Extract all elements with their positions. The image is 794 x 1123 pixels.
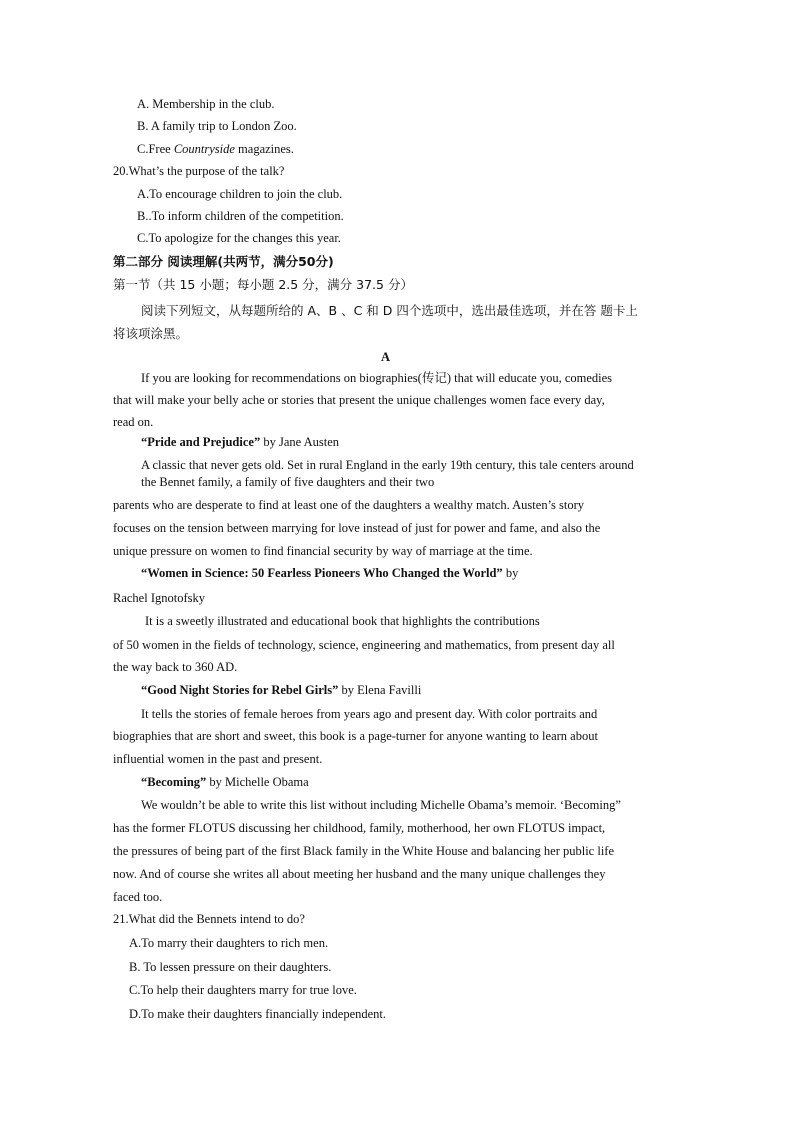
q21-option-a: A.To marry their daughters to rich men. (129, 936, 329, 950)
book3-line-1: It tells the stories of female heroes from years ago and present day. With color portraits and (141, 707, 598, 721)
q21-option-b: B. To lessen pressure on their daughters. (129, 960, 332, 974)
book4-line-1: We wouldn’t be able to write this list without including Michelle Obama’s memoir. ‘Becoming” (141, 798, 621, 812)
book4-line-2: has the former FLOTUS discussing her childhood, family, motherhood, her own FLOTUS impact, (113, 821, 606, 835)
book2-line-2: of 50 women in the fields of technology, science, engineering and mathematics, from present day all (113, 638, 615, 652)
intro-line-2: that will make your belly ache or stories that present the unique challenges women face every day, (113, 393, 605, 407)
q20-option-b: B..To inform children of the competition. (137, 209, 344, 223)
q19-option-a: A. Membership in the club. (137, 97, 275, 111)
book1-heading (141, 434, 339, 450)
part-heading: 第二部分 阅读理解(共两节，满分50分) (113, 254, 334, 269)
book1-line-1: A classic that never gets old. Set in rural England in the early 19th century, this tale centers around (141, 458, 634, 472)
q19-option-c (137, 141, 294, 157)
book3-author: by Elena Favilli (338, 683, 422, 697)
q19-option-c-italic: Countryside (173, 142, 235, 156)
intro-line-3: read on. (113, 415, 154, 429)
book2-heading (141, 565, 518, 581)
intro-line-1: If you are looking for recommendations on biographies(传记) that will educate you, comedies (141, 371, 613, 385)
q20-option-a: A.To encourage children to join the club. (137, 187, 343, 201)
book1-line-3: parents who are desperate to find at least one of the daughters a wealthy match. Austen’s story (113, 498, 585, 512)
book2-by: by (502, 566, 519, 580)
book4-line-5: faced too. (113, 890, 163, 904)
book1-title: “Pride and Prejudice” (141, 435, 261, 449)
passage-label: A (381, 350, 391, 364)
book1-line-4: focuses on the tension between marrying for love instead of just for power and fame, and also the (113, 521, 601, 535)
q19-option-c-prefix: C.Free (137, 142, 174, 156)
book1-author: by Jane Austen (260, 435, 340, 449)
q21-option-c: C.To help their daughters marry for true love. (129, 983, 357, 997)
q20-option-c: C.To apologize for the changes this year. (137, 231, 341, 245)
book4-line-3: the pressures of being part of the first Black family in the White House and balancing her public life (113, 844, 615, 858)
book1-line-5: unique pressure on women to find financial security by way of marriage at the time. (113, 544, 533, 558)
instructions-line-2: 将该项涂黑。 (113, 326, 189, 341)
q21-stem: 21.What did the Bennets intend to do? (113, 912, 305, 926)
q21-option-d: D.To make their daughters financially independent. (129, 1007, 387, 1021)
book4-heading (141, 774, 309, 790)
book3-heading (141, 682, 421, 698)
book4-title: “Becoming” (141, 775, 207, 789)
book4-line-4: now. And of course she writes all about meeting her husband and the many unique challenges they (113, 867, 606, 881)
book2-title: “Women in Science: 50 Fearless Pioneers Who Changed the World” (141, 566, 503, 580)
book2-line-1: It is a sweetly illustrated and educational book that highlights the contributions (145, 614, 540, 628)
q19-option-c-suffix: magazines. (234, 142, 294, 156)
book3-title: “Good Night Stories for Rebel Girls” (141, 683, 339, 697)
instructions-line-1: 阅读下列短文，从每题所给的 A、B 、C 和 D 四个选项中，选出最佳选项，并在答 题卡上 (141, 303, 638, 318)
section-heading: 第一节（共 15 小题；每小题 2.5 分，满分 37.5 分） (113, 277, 413, 292)
book2-author: Rachel Ignotofsky (113, 591, 205, 605)
book2-line-3: the way back to 360 AD. (113, 660, 238, 674)
q19-option-b: B. A family trip to London Zoo. (137, 119, 297, 133)
q20-stem: 20.What’s the purpose of the talk? (113, 164, 285, 178)
book3-line-2: biographies that are short and sweet, this book is a page-turner for anyone wanting to learn about (113, 729, 598, 743)
book3-line-3: influential women in the past and present. (113, 752, 323, 766)
book4-author: by Michelle Obama (206, 775, 309, 789)
book1-line-2: the Bennet family, a family of five daughters and their two (141, 475, 435, 489)
